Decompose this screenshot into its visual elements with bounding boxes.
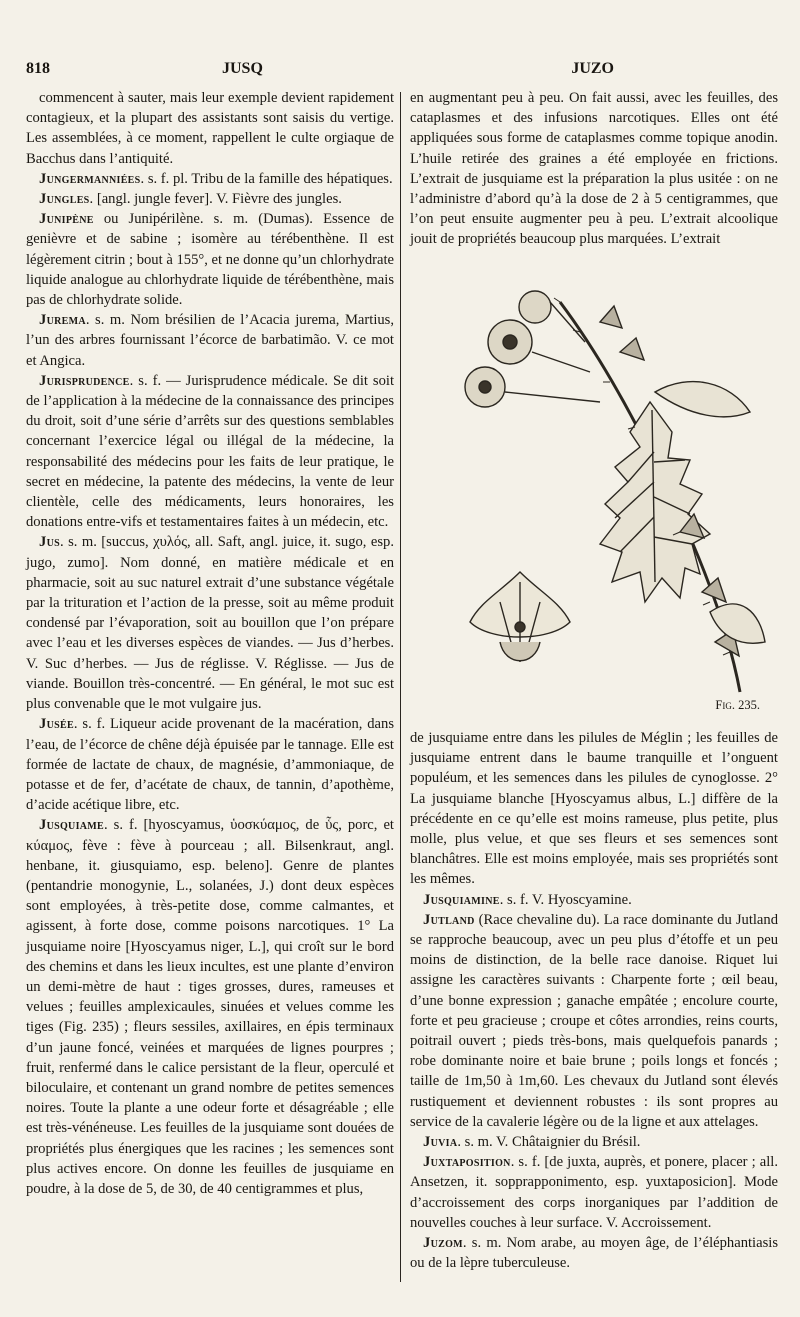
entry-text: . s. m. Nom arabe, au moyen âge, de l’éléphantiasis ou de la lèpre tuberculeuse.: [410, 1235, 778, 1272]
entry-paragraph: [410, 1132, 778, 1152]
entry-text: commencent à sauter, mais leur exemple devient rapidement contagieux, et la plupart des assistants sont saisis du vertige. Les assemblées, à ce moment, rappellent le culte orgiaque de Bacchus dans l’antiquité.: [26, 90, 394, 167]
page-number: 818: [26, 60, 50, 77]
entry-headword: Jutland: [423, 911, 475, 928]
entry-headword: Jus: [39, 534, 60, 551]
entry-paragraph: [26, 209, 394, 310]
entry-text: . s. m. V. Châtaignier du Brésil.: [457, 1134, 641, 1151]
entry-headword: Junipène: [39, 211, 94, 228]
running-header: [26, 60, 778, 86]
entry-paragraph: [26, 189, 394, 209]
right-column-bottom: [410, 728, 778, 1273]
entry-paragraph: [26, 169, 394, 189]
entry-headword: Jungermanniées: [39, 170, 141, 187]
entry-text: (Race chevaline du). La race dominante du Jutland se rapproche beaucoup, avec un peu plus d’étoffe et un peu moins de distinction, de la belle race danoise. Riquet lui assigne les caractères suivants : Charpente forte ; œil beau, d’une bonne expression ; ganache empâtée ; encolure courte, forte et peu gracieuse ; croupe et côtes arrondies, reins courts, poitrail ouvert ; pieds très-bons, mais quelquefois panards ; robe dominante noire et baie brune ; poils longs et foncés ; taille de 1m,50 à 1m,60. Les chevaux du Jutland sont élevés rustiquement et deviennent robustes : ils sont propres au service de la cavalerie légère ou de la ligne et aux attelages.: [410, 911, 778, 1130]
entry-text: . s. m. [succus, χυλός, all. Saft, angl. juice, it. sugo, esp. jugo, zumo]. Nom donné, en matière médicale et en pharmacie, soit au suc naturel extrait d’une substance végétale par la trituration et l’action de la presse, soit au même produit condensé par l’évaporation, soit au bouillon que l’on prépare avec l’eau et les diverses espèces de viandes. — Jus d’herbes. V. Suc d’herbes. — Jus de réglisse. V. Réglisse. — Jus de viande. Bouillon très-concentré. — En général, le mot suc est plus convenable que le mot vulgaire jus.: [26, 534, 394, 713]
entry-headword: Jungles: [39, 191, 90, 208]
entry-text: . s. f. [de juxta, auprès, et ponere, placer ; all. Ansetzen, it. sopprapponimento, esp. yuxtaposicion]. Mode d’accroissement des corps inorganiques par l’addition de nouvelles couches à leur surface. V. Accroissement.: [410, 1154, 778, 1231]
left-running-head: JUSQ: [222, 60, 263, 77]
entry-text: ou Junipérilène. s. m. (Dumas). Essence de genièvre et de sabine ; isomère au térébenthène. Il est légèrement citrin ; bout à 155°, et ne donne qu’un chlorhydrate liquide analogue au chlorhydrate liquide de térébenthène, mais pas de chlorhydrate solide.: [26, 211, 394, 309]
entry-text: de jusquiame entre dans les pilules de Méglin ; les feuilles de jusquiame entrent dans le baume tranquille et l’onguent populéum, et les semences dans les pilules de cynoglosse. 2° La jusquiame blanche [Hyoscyamus albus, L.] diffère de la précédente en ce qu’elle est moins rameuse, plus petite, plus molle, plus velue, et que ses fleurs et ses semences sont blanchâtres. Elle est moins employée, mais ses propriétés sont les mêmes.: [410, 730, 778, 888]
entry-headword: Jusée: [39, 716, 74, 733]
entry-text: . s. f. Liqueur acide provenant de la macération, dans l’eau, de l’écorce de chêne déjà épuisée par le tannage. Elle est formée de lactate de chaux, de magnésie, d’ammoniaque, de potasse et de fer, d’acétate de chaux, de tannin, d’apothème, d’acide acétique libre, etc.: [26, 716, 394, 814]
entry-text: . [angl. jungle fever]. V. Fièvre des jungles.: [89, 191, 342, 208]
continued-paragraph: en augmentant peu à peu. On fait aussi, avec les feuilles, des cataplasmes et des infusions narcotiques. Elles ont été appliquées sous forme de cataplasmes comme topique anodin. L’huile retirée des graines a été employée en frictions. L’extrait de jusquiame est la préparation la plus usitée : on ne l’administre d’abord qu’à la dose de 2 à 5 centigrammes, que l’on peut ensuite augmenter peu à peu. L’extrait alcoolique jouit de propriétés beaucoup plus marquées. L’extrait: [410, 90, 778, 248]
left-column: [26, 88, 394, 1199]
entry-text: . s. f. pl. Tribu de la famille des hépatiques.: [140, 170, 393, 187]
entry-paragraph: [26, 310, 394, 371]
entry-paragraph: [410, 1233, 778, 1273]
entry-headword: Juxtaposition: [423, 1154, 511, 1171]
entry-paragraph: [26, 714, 394, 815]
column-divider: [400, 92, 401, 1282]
entry-headword: Jusquiamine: [423, 891, 500, 908]
right-column-top: [410, 88, 778, 250]
entry-headword: Jusquiame: [39, 817, 105, 834]
entry-paragraph: [410, 910, 778, 1132]
entry-paragraph: [26, 532, 394, 714]
entry-paragraph: [410, 890, 778, 910]
entry-text: . s. f. V. Hyoscyamine.: [499, 891, 632, 908]
entry-headword: Jurema: [39, 312, 86, 329]
entry-headword: Juvia: [423, 1134, 458, 1151]
entry-paragraph: [410, 728, 778, 890]
figure-caption: Fig. 235.: [715, 698, 760, 712]
entry-text: . s. f. — Jurisprudence médicale. Se dit soit de l’application à la médecine de la connaissance des principes du droit, soit d’une série d’arrêts sur des questions semblables concernant l’exercice légal ou illégal de la médecine, la responsabilité des médecins pour les faits de leur pratique, le secret en médecine, la patente des médecins, la vente de leur clientèle, celle des médicaments, leurs honoraires, les donations entre-vifs et testamentaires faites à un médecin, etc.: [26, 372, 394, 531]
entry-text: . s. f. [hyoscyamus, ὑοσκύαμος, de ὗς, porc, et κύαμος, fève : fève à pourceau ; all. Bilsenkraut, angl. henbane, it. giusquiamo, esp. beleno]. Genre de plantes (pentandrie monogynie, L., solanées, J.) dont deux espèces sont employées, à très-petite dose, comme calmantes, et agissent, à forte dose, comme poisons narcotiques. 1° La jusquiame noire [Hyoscyamus niger, L.], qui croît sur le bord des chemins et dans les lieux incultes, est une plante d’environ un demi-mètre de haut : tiges grosses, dures, rameuses et velues ; feuilles amplexicaules, sinuées et velues comme les tiges (Fig. 235) ; fleurs sessiles, axillaires, en épis terminaux d’un jaune foncé, veinées et marquées de lignes pourpres ; fruit, renfermé dans le calice persistant de la fleur, operculé et biloculaire, et contenant un grand nombre de petites semences noires. Toute la plante a une odeur forte et désagréable ; elle est très-vénéneuse. Les feuilles de la jusquiame sont douées de propriétés plus énergiques que les racines ; les semences sont plus actives encore. On donne les feuilles de jusquiame en poudre, à la dose de 5, de 30, de 40 centigrammes et plus,: [26, 817, 394, 1197]
entry-paragraph: [26, 815, 394, 1199]
entry-headword: Jurisprudence: [39, 372, 130, 389]
entry-paragraph: [410, 1152, 778, 1233]
entry-paragraph: [26, 88, 394, 169]
entry-headword: Juzom: [423, 1235, 463, 1252]
right-running-head: JUZO: [571, 60, 614, 77]
henbane-illustration: [440, 282, 770, 694]
entry-text: . s. m. Nom brésilien de l’Acacia jurema, Martius, l’un des arbres fournissant l’écorce de barbatimão. V. ce mot et Angica.: [26, 312, 394, 369]
entry-paragraph: [26, 371, 394, 533]
